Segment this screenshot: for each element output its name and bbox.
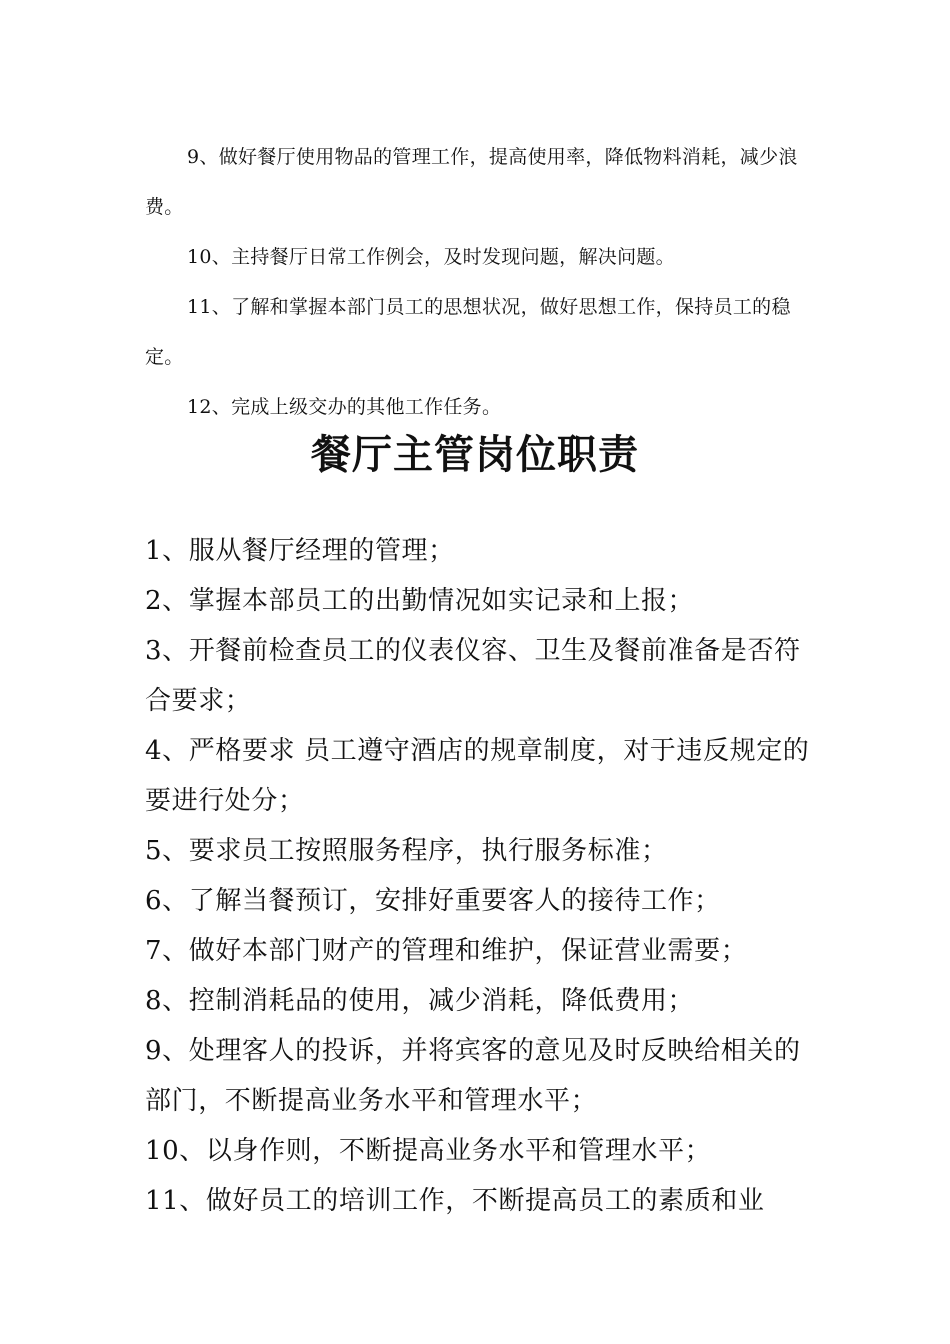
duty-item-7: 7、做好本部门财产的管理和维护，保证营业需要； — [145, 936, 748, 966]
duty-item-1: 1、服从餐厅经理的管理； — [145, 536, 455, 566]
duty-item-11: 11、做好员工的培训工作，不断提高员工的素质和业 — [145, 1186, 765, 1216]
section-title: 餐厅主管岗位职责 — [311, 431, 639, 478]
duty-item-5: 5、要求员工按照服务程序，执行服务标准； — [145, 836, 668, 866]
duty-item-3: 3、开餐前检查员工的仪表仪容、卫生及餐前准备是否符合要求； — [145, 636, 801, 716]
previous-item-9: 9、做好餐厅使用物品的管理工作，提高使用率，降低物料消耗，减少浪费。 — [145, 146, 798, 218]
previous-item-11: 11、了解和掌握本部门员工的思想状况，做好思想工作，保持员工的稳定。 — [145, 296, 791, 368]
duty-item-2: 2、掌握本部员工的出勤情况如实记录和上报； — [145, 586, 695, 616]
duty-list — [145, 526, 815, 1226]
duty-item-8: 8、控制消耗品的使用，减少消耗，降低费用； — [145, 986, 695, 1016]
duty-item-9: 9、处理客人的投诉，并将宾客的意见及时反映给相关的部门，不断提高业务水平和管理水平； — [145, 1036, 801, 1116]
duty-item-10: 10、以身作则，不断提高业务水平和管理水平； — [145, 1136, 712, 1166]
duty-item-6: 6、了解当餐预订，安排好重要客人的接待工作； — [145, 886, 721, 916]
previous-item-12: 12、完成上级交办的其他工作任务。 — [187, 396, 502, 418]
duty-item-4: 4、严格要求 员工遵守酒店的规章制度，对于违反规定的要进行处分； — [145, 736, 810, 816]
previous-item-10: 10、主持餐厅日常工作例会，及时发现问题，解决问题。 — [187, 246, 675, 268]
previous-duties-section — [145, 132, 825, 432]
